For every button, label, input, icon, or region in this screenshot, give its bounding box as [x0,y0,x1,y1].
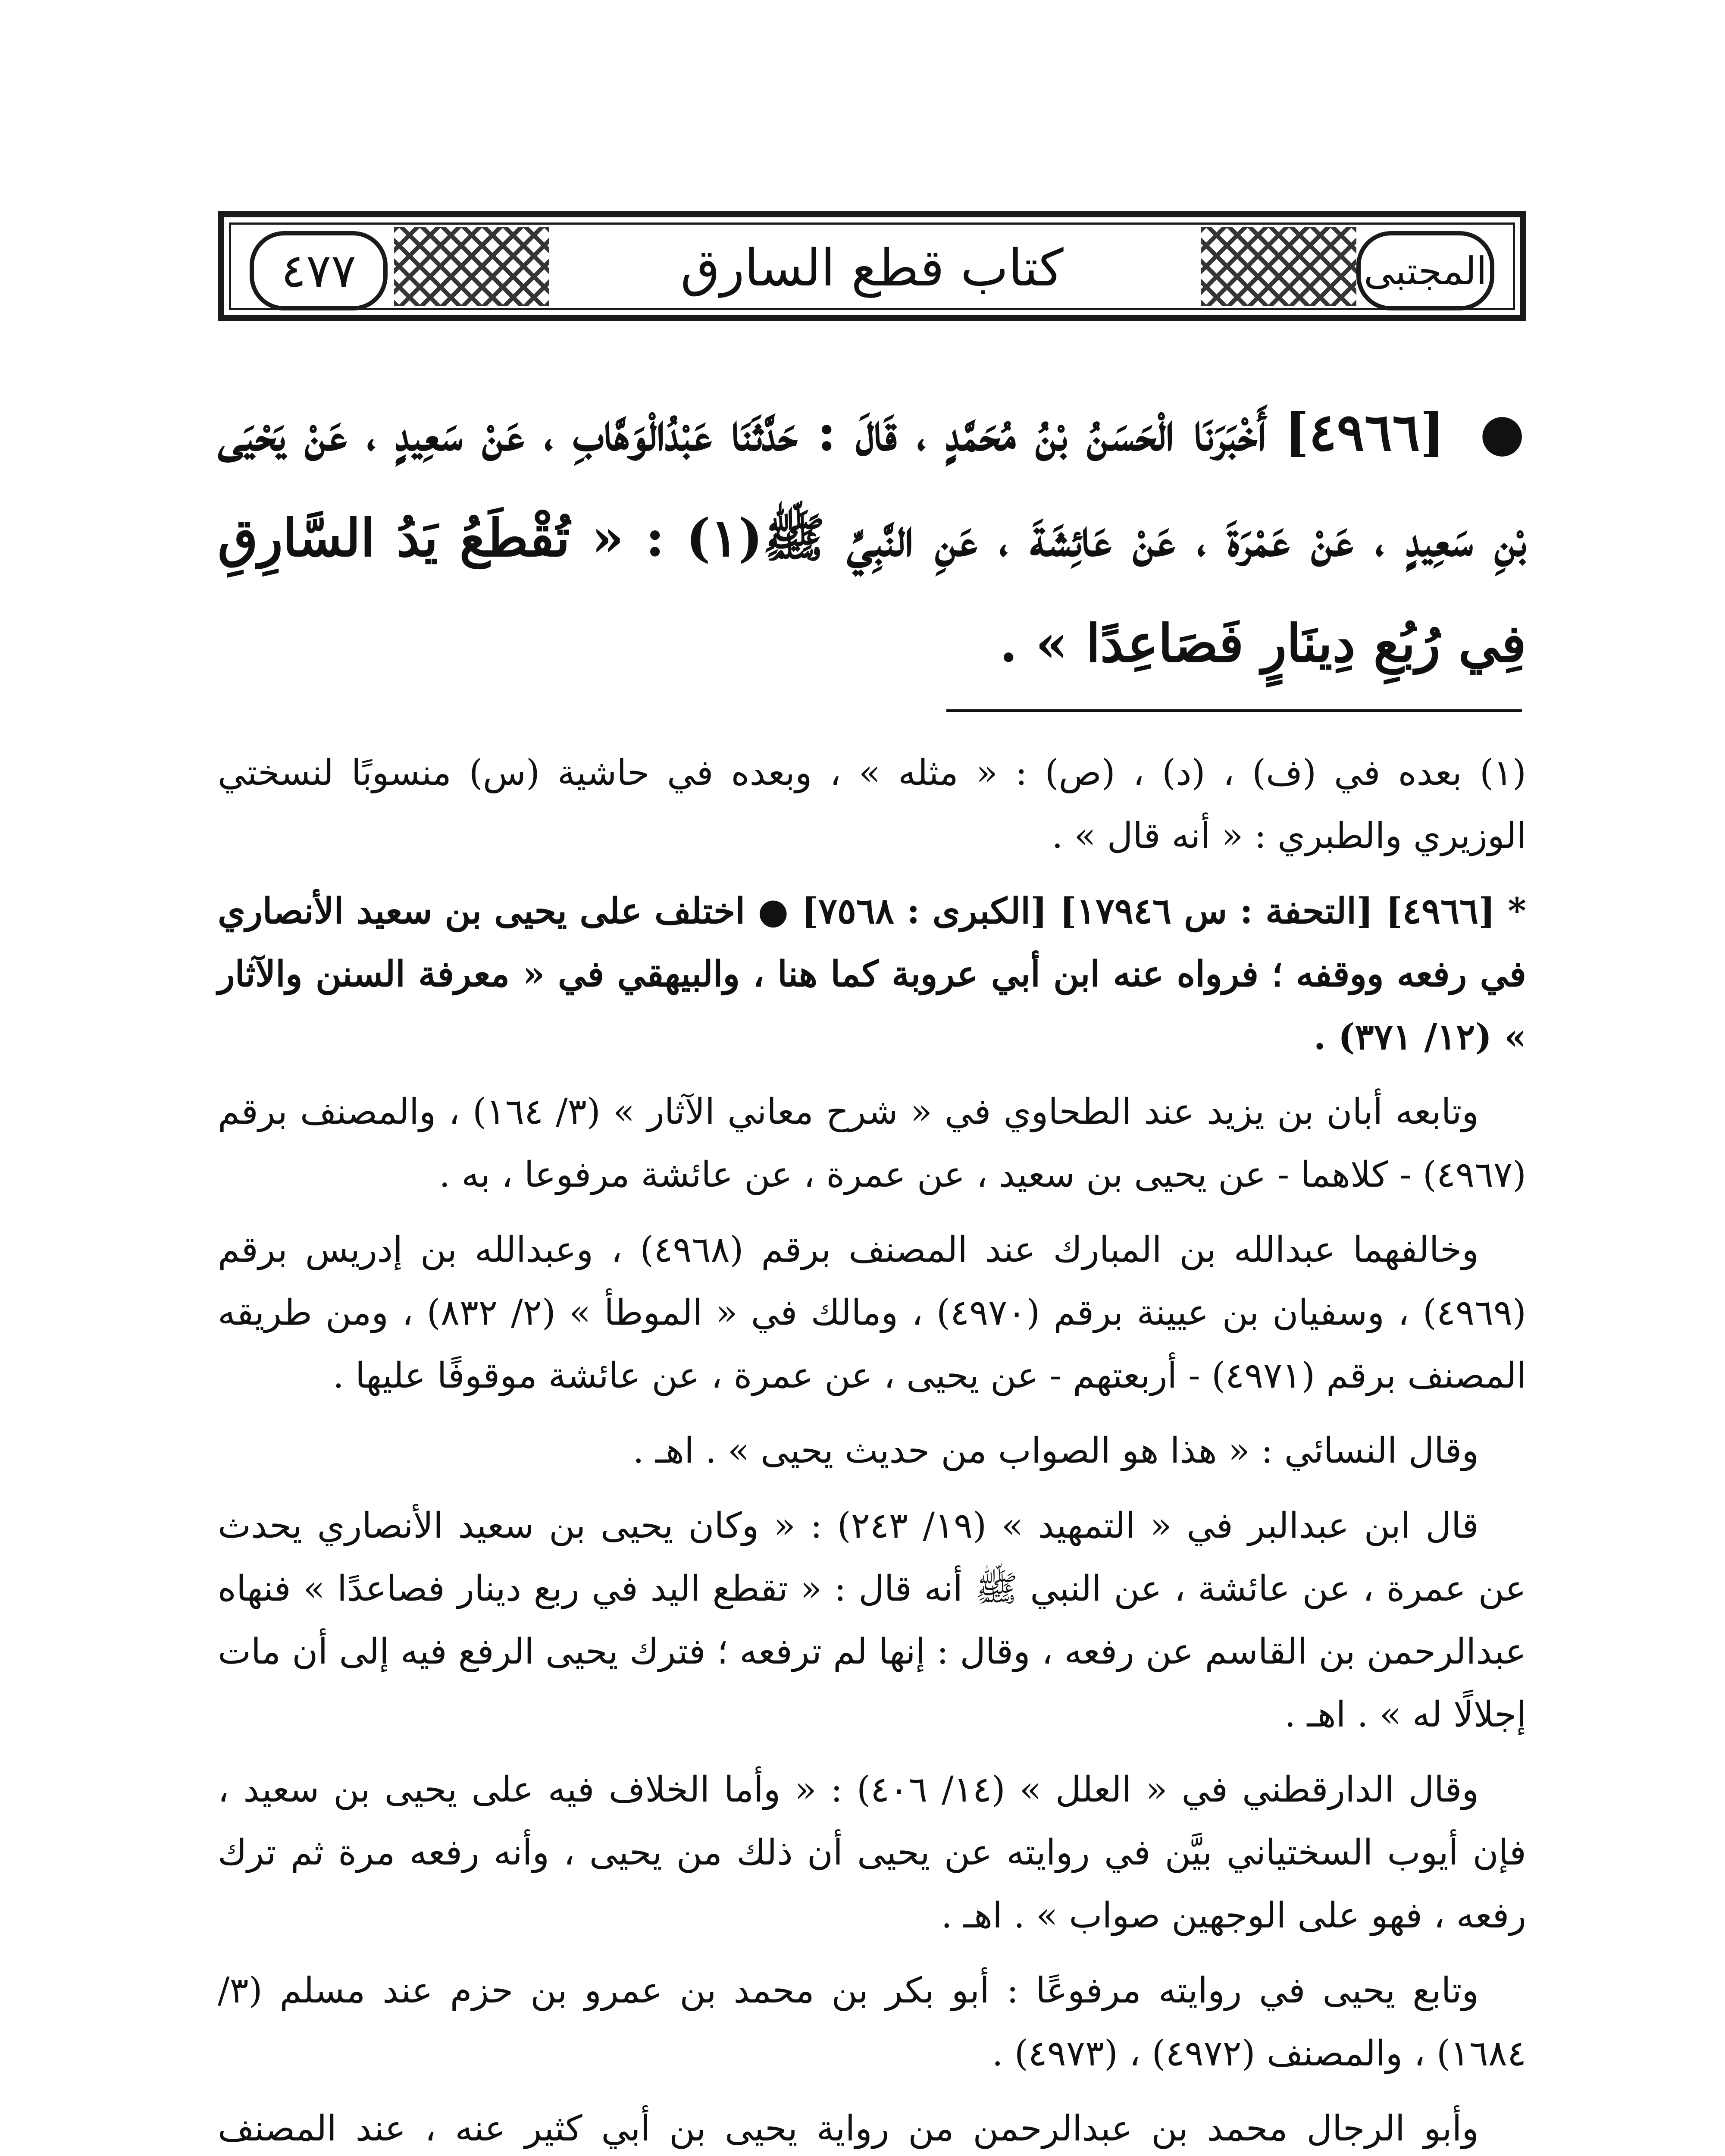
commentary-para-2: وتابعه أبان بن يزيد عند الطحاوي في « شرح معاني الآثار » (٣/ ١٦٤) ، والمصنف برقم (٤٩٦٧) - كلاهما - عن يحيى بن سعيد ، عن عمرة ، عن عائشة مرفوعا ، به . [218,1091,1526,1195]
bullet-icon: ● [1479,402,1527,463]
commentary-para-5: قال ابن عبدالبر في « التمهيد » (١٩/ ٢٤٣) : « وكان يحيى بن سعيد الأنصاري يحدث عن عمرة ، عن عائشة ، عن النبي ﷺ أنه قال : « تقطع اليد في ربع دينار فصاعدًا » فنهاه عبدالرحمن بن القاسم عن رفعه ، وقال : إنها لم ترفعه ؛ فترك يحيى الرفع فيه إلى أن مات إجلالًا له » . اهـ . [218,1505,1526,1735]
chapter-title: كتاب قطع السارق [560,236,1184,299]
page-header [218,211,1526,321]
commentary-para-1: * [٤٩٦٦] [التحفة : س ١٧٩٤٦] [الكبرى : ٧٥٦٨] ● اختلف على يحيى بن سعيد الأنصاري في رفعه ووقفه ؛ فرواه عنه ابن أبي عروبة كما هنا ، والبيهقي في « معرفة السنن والآثار » (١٢/ ٣٧١) . [218,890,1526,1058]
header-ornament-right [1201,227,1356,306]
commentary-para-4: وقال النسائي : « هذا هو الصواب من حديث يحيى » . اهـ . [632,1430,1479,1471]
page-number: ٤٧٧ [250,231,388,310]
footnotes [218,742,1526,2156]
commentary-para-8: وأبو الرجال محمد بن عبدالرحمن من رواية يحيى بن أبي كثير عنه ، عند المصنف [218,2108,1479,2149]
commentary-para-3: وخالفهما عبدالله بن المبارك عند المصنف برقم (٤٩٦٨) ، وعبدالله بن إدريس برقم (٤٩٦٩) ، وسفيان بن عيينة برقم (٤٩٧٠) ، ومالك في « الموطأ » (٢/ ٨٣٢) ، ومن طريقه المصنف برقم (٤٩٧١) - أربعتهم - عن يحيى ، عن عمرة ، عن عائشة موقوفًا عليها . [218,1229,1527,1396]
hadith-quote: « تُقْطَعُ يَدُ السَّارِقِ فِي رُبُعِ دِينَارٍ فَصَاعِدًا » . [218,508,1526,674]
book-logo: المجتبى [1356,231,1494,310]
footnote-separator [946,709,1522,712]
footnote-1: (١) بعده في (ف) ، (د) ، (ص) : « مثله » ، وبعده في حاشية (س) منسوبًا لنسختي الوزيري والطبري : « أنه قال » . [218,752,1526,856]
hadith-chain: [٤٩٦٦] أَخْبَرَنَا الْحَسَنُ بْنُ مُحَمَّدٍ ، قَالَ : حَدَّثَنَا عَبْدُالْوَهَّابِ ، عَنْ سَعِيدٍ ، عَنْ يَحْيَى بْنِ سَعِيدٍ ، عَنْ عَمْرَةَ ، عَنْ عَائِشَةَ ، عَنِ النَّبِيِّ ﷺ(١) : [218,402,1527,568]
header-ornament-left [394,227,549,306]
hadith-text [218,379,1526,696]
commentary-para-6: وقال الدارقطني في « العلل » (١٤/ ٤٠٦) : « وأما الخلاف فيه على يحيى بن سعيد ، فإن أيوب السختياني بيَّن في روايته عن يحيى أن ذلك من يحيى ، وأنه رفعه مرة ثم ترك رفعه ، فهو على الوجهين صواب » . اهـ . [218,1769,1526,1936]
commentary-para-7: وتابع يحيى في روايته مرفوعًا : أبو بكر بن محمد بن عمرو بن حزم عند مسلم (٣/ ١٦٨٤) ، والمصنف (٤٩٧٢) ، (٤٩٧٣) . [218,1970,1526,2074]
